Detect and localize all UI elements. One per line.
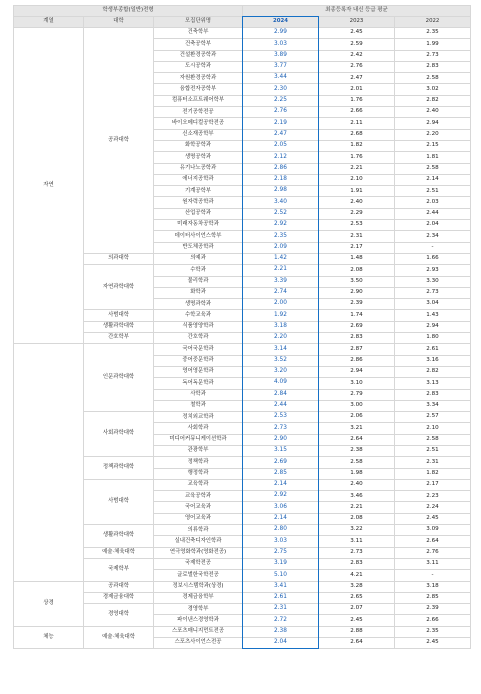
cell-2024: 2.18 [243, 174, 319, 185]
cell-2022: 2.73 [395, 50, 471, 61]
cell-2024: 2.92 [243, 220, 319, 231]
table-row [14, 626, 471, 637]
cell-2023: 4.21 [319, 570, 395, 581]
cell-2022: 1.81 [395, 152, 471, 163]
header-group-title: 학생부종합(일반)전형 [14, 6, 243, 17]
cell-unit: 스포츠매니지먼트전공 [154, 626, 243, 637]
cell-college: 의과대학 [84, 253, 154, 264]
table-row [14, 344, 471, 355]
cell-2023: 2.39 [319, 299, 395, 310]
cell-2024: 2.31 [243, 604, 319, 615]
cell-unit: 간호학과 [154, 333, 243, 344]
cell-2024: 2.74 [243, 287, 319, 298]
cell-2022: 2.58 [395, 434, 471, 445]
cell-unit: 행정학과 [154, 468, 243, 479]
cell-2022: 2.03 [395, 197, 471, 208]
cell-2024: 2.73 [243, 423, 319, 434]
cell-2024: 2.20 [243, 333, 319, 344]
cell-college: 공과대학 [84, 28, 154, 254]
cell-2024: 2.14 [243, 513, 319, 524]
cell-2023: 3.11 [319, 536, 395, 547]
cell-unit: 화학과 [154, 287, 243, 298]
cell-2022: 2.39 [395, 604, 471, 615]
cell-2024: 3.52 [243, 355, 319, 366]
cell-2023: 2.86 [319, 355, 395, 366]
cell-2024: 2.61 [243, 592, 319, 603]
cell-2024: 3.14 [243, 344, 319, 355]
cell-2024: 1.42 [243, 253, 319, 264]
cell-2023: 2.87 [319, 344, 395, 355]
cell-2022: 2.57 [395, 412, 471, 423]
cell-2024: 3.06 [243, 502, 319, 513]
cell-2024: 3.15 [243, 445, 319, 456]
cell-unit: 수학과 [154, 265, 243, 276]
cell-2024: 2.04 [243, 638, 319, 649]
cell-2023: 2.21 [319, 163, 395, 174]
cell-unit: 관광학부 [154, 445, 243, 456]
cell-2022: 2.44 [395, 208, 471, 219]
cell-college: 인문과학대학 [84, 344, 154, 412]
cell-2024: 2.14 [243, 479, 319, 490]
cell-2023: 2.83 [319, 558, 395, 569]
cell-2023: 2.29 [319, 208, 395, 219]
cell-2022: 1.82 [395, 468, 471, 479]
cell-2022: 2.82 [395, 366, 471, 377]
cell-unit: 철학과 [154, 400, 243, 411]
cell-unit: 유기나노공학과 [154, 163, 243, 174]
cell-2024: 3.77 [243, 61, 319, 72]
cell-unit: 의류학과 [154, 525, 243, 536]
cell-2022: 3.13 [395, 378, 471, 389]
cell-2022: 2.10 [395, 423, 471, 434]
cell-2024: 3.03 [243, 536, 319, 547]
cell-2023: 1.76 [319, 95, 395, 106]
cell-2023: 2.21 [319, 502, 395, 513]
cell-unit: 의예과 [154, 253, 243, 264]
cell-unit: 중어중문학과 [154, 355, 243, 366]
cell-college: 정책과학대학 [84, 457, 154, 480]
cell-2024: 3.03 [243, 39, 319, 50]
cell-college: 사범대학 [84, 310, 154, 321]
cell-2024: 2.05 [243, 140, 319, 151]
cell-2024: 3.40 [243, 197, 319, 208]
cell-unit: 연극영화학과(영화전공) [154, 547, 243, 558]
cell-unit: 사회학과 [154, 423, 243, 434]
cell-2023: 3.22 [319, 525, 395, 536]
cell-unit: 건축학부 [154, 28, 243, 39]
cell-2022: 2.82 [395, 95, 471, 106]
cell-unit: 도시공학과 [154, 61, 243, 72]
header-year-2022: 2022 [395, 17, 471, 28]
cell-2023: 2.68 [319, 129, 395, 140]
cell-2024: 2.19 [243, 118, 319, 129]
cell-2023: 2.83 [319, 333, 395, 344]
cell-2022: 2.85 [395, 592, 471, 603]
cell-2024: 2.85 [243, 468, 319, 479]
cell-2023: 3.00 [319, 400, 395, 411]
cell-2023: 2.31 [319, 231, 395, 242]
cell-2023: 3.50 [319, 276, 395, 287]
cell-2022: 2.17 [395, 479, 471, 490]
cell-unit: 산업공학과 [154, 208, 243, 219]
cell-2022: 2.76 [395, 547, 471, 558]
cell-unit: 정책학과 [154, 457, 243, 468]
cell-2023: 2.59 [319, 39, 395, 50]
cell-2022: 2.14 [395, 174, 471, 185]
cell-2024: 2.53 [243, 412, 319, 423]
cell-college: 생활과학대학 [84, 525, 154, 548]
cell-unit: 사학과 [154, 389, 243, 400]
cell-2024: 2.76 [243, 107, 319, 118]
cell-unit: 물리학과 [154, 276, 243, 287]
grade-table [13, 5, 471, 649]
cell-2023: 2.45 [319, 615, 395, 626]
cell-unit: 반도체공학과 [154, 242, 243, 253]
cell-2022: 3.18 [395, 581, 471, 592]
cell-2022: 2.23 [395, 491, 471, 502]
cell-2023: 2.40 [319, 479, 395, 490]
cell-2023: 1.48 [319, 253, 395, 264]
cell-2023: 2.17 [319, 242, 395, 253]
cell-unit: 컴퓨터소프트웨어학부 [154, 95, 243, 106]
cell-2023: 2.47 [319, 73, 395, 84]
cell-college: 공과대학 [84, 581, 154, 592]
cell-college: 예술·체육대학 [84, 626, 154, 649]
cell-2024: 2.21 [243, 265, 319, 276]
cell-2022: 1.66 [395, 253, 471, 264]
cell-2024: 2.09 [243, 242, 319, 253]
cell-2024: 2.38 [243, 626, 319, 637]
cell-2023: 2.40 [319, 197, 395, 208]
cell-unit: 생명과학과 [154, 299, 243, 310]
cell-2024: 2.69 [243, 457, 319, 468]
cell-unit: 바이오메디컬공학전공 [154, 118, 243, 129]
cell-unit: 원자력공학과 [154, 197, 243, 208]
cell-unit: 정치외교학과 [154, 412, 243, 423]
cell-2024: 2.00 [243, 299, 319, 310]
cell-2024: 3.89 [243, 50, 319, 61]
cell-unit: 화학공학과 [154, 140, 243, 151]
cell-2022: 2.04 [395, 220, 471, 231]
cell-2022: 2.35 [395, 626, 471, 637]
cell-2022: 3.04 [395, 299, 471, 310]
cell-2023: 2.08 [319, 513, 395, 524]
cell-2024: 2.98 [243, 186, 319, 197]
cell-unit: 융합전자공학부 [154, 84, 243, 95]
cell-2022: 2.83 [395, 61, 471, 72]
cell-2024: 3.39 [243, 276, 319, 287]
cell-2022: 2.94 [395, 321, 471, 332]
cell-2022: 2.93 [395, 265, 471, 276]
cell-college: 경제금융대학 [84, 592, 154, 603]
cell-unit: 건축공학부 [154, 39, 243, 50]
cell-2023: 2.07 [319, 604, 395, 615]
cell-2023: 3.46 [319, 491, 395, 502]
cell-college: 경영대학 [84, 604, 154, 627]
cell-unit: 식품영양학과 [154, 321, 243, 332]
cell-2022: 2.40 [395, 107, 471, 118]
cell-2023: 1.76 [319, 152, 395, 163]
cell-2022: 1.80 [395, 333, 471, 344]
table-body [14, 28, 471, 649]
cell-2024: 2.12 [243, 152, 319, 163]
header-unit: 모집단위명 [154, 17, 243, 28]
cell-2023: 1.74 [319, 310, 395, 321]
cell-2022: 3.30 [395, 276, 471, 287]
cell-2022: 3.02 [395, 84, 471, 95]
cell-2023: 2.58 [319, 457, 395, 468]
cell-unit: 자원환경공학과 [154, 73, 243, 84]
cell-unit: 국어교육과 [154, 502, 243, 513]
cell-2024: 2.80 [243, 525, 319, 536]
cell-2023: 2.76 [319, 61, 395, 72]
header-college: 대학 [84, 17, 154, 28]
cell-2024: 2.75 [243, 547, 319, 558]
cell-2022: 1.99 [395, 39, 471, 50]
cell-2024: 3.44 [243, 73, 319, 84]
cell-2024: 2.30 [243, 84, 319, 95]
cell-2022: 2.58 [395, 163, 471, 174]
cell-2023: 2.65 [319, 592, 395, 603]
cell-2024: 5.10 [243, 570, 319, 581]
cell-2022: 3.34 [395, 400, 471, 411]
cell-2024: 3.19 [243, 558, 319, 569]
cell-2023: 2.53 [319, 220, 395, 231]
cell-college: 간호학부 [84, 333, 154, 344]
cell-2023: 2.73 [319, 547, 395, 558]
cell-2022: 2.45 [395, 638, 471, 649]
cell-2022: 2.51 [395, 445, 471, 456]
cell-2023: 2.79 [319, 389, 395, 400]
cell-unit: 정보시스템학과(상경) [154, 581, 243, 592]
cell-2023: 2.01 [319, 84, 395, 95]
cell-2023: 2.11 [319, 118, 395, 129]
cell-unit: 미래자동차공학과 [154, 220, 243, 231]
cell-2023: 1.98 [319, 468, 395, 479]
cell-2024: 2.72 [243, 615, 319, 626]
cell-college: 생활과학대학 [84, 321, 154, 332]
table-row [14, 581, 471, 592]
cell-2022: 2.64 [395, 536, 471, 547]
cell-unit: 건설환경공학과 [154, 50, 243, 61]
cell-2022: 1.43 [395, 310, 471, 321]
cell-field: 체능 [14, 626, 84, 649]
cell-field [14, 344, 84, 581]
cell-2022: 2.66 [395, 615, 471, 626]
cell-2023: 2.88 [319, 626, 395, 637]
cell-field: 상경 [14, 581, 84, 626]
cell-2022: 2.58 [395, 73, 471, 84]
cell-unit: 영어영문학과 [154, 366, 243, 377]
cell-2024: 3.41 [243, 581, 319, 592]
cell-unit: 수학교육과 [154, 310, 243, 321]
cell-2023: 2.64 [319, 638, 395, 649]
cell-2022: 2.34 [395, 231, 471, 242]
cell-unit: 경영학부 [154, 604, 243, 615]
cell-2022: 2.94 [395, 118, 471, 129]
cell-2023: 2.10 [319, 174, 395, 185]
cell-2022: 3.16 [395, 355, 471, 366]
cell-unit: 미디어커뮤니케이션학과 [154, 434, 243, 445]
cell-unit: 교육공학과 [154, 491, 243, 502]
cell-2022: 2.15 [395, 140, 471, 151]
cell-2022: 2.51 [395, 186, 471, 197]
cell-college: 사범대학 [84, 479, 154, 524]
cell-2024: 2.44 [243, 400, 319, 411]
cell-unit: 파이낸스경영학과 [154, 615, 243, 626]
cell-2024: 2.84 [243, 389, 319, 400]
cell-unit: 국어국문학과 [154, 344, 243, 355]
cell-2022: 2.20 [395, 129, 471, 140]
cell-2023: 2.45 [319, 28, 395, 39]
cell-unit: 에너지공학과 [154, 174, 243, 185]
cell-2023: 2.69 [319, 321, 395, 332]
cell-2023: 2.06 [319, 412, 395, 423]
cell-2024: 1.92 [243, 310, 319, 321]
cell-2022: 2.31 [395, 457, 471, 468]
cell-2023: 3.21 [319, 423, 395, 434]
cell-2023: 3.28 [319, 581, 395, 592]
cell-2024: 3.20 [243, 366, 319, 377]
cell-unit: 기계공학부 [154, 186, 243, 197]
cell-college: 예술·체육대학 [84, 547, 154, 558]
cell-college: 사회과학대학 [84, 412, 154, 457]
cell-unit: 데이터사이언스학부 [154, 231, 243, 242]
cell-2024: 3.18 [243, 321, 319, 332]
cell-2023: 1.91 [319, 186, 395, 197]
cell-2023: 2.08 [319, 265, 395, 276]
cell-unit: 생명공학과 [154, 152, 243, 163]
cell-2024: 2.86 [243, 163, 319, 174]
cell-unit: 교육학과 [154, 479, 243, 490]
cell-2024: 2.90 [243, 434, 319, 445]
cell-2022: 2.45 [395, 513, 471, 524]
cell-2022: 2.61 [395, 344, 471, 355]
cell-2024: 2.47 [243, 129, 319, 140]
cell-2023: 2.94 [319, 366, 395, 377]
table-row [14, 28, 471, 39]
header-year-2024: 2024 [243, 17, 319, 28]
header-year-2023: 2023 [319, 17, 395, 28]
cell-2022: 2.73 [395, 287, 471, 298]
cell-2023: 2.66 [319, 107, 395, 118]
header-field: 계열 [14, 17, 84, 28]
cell-2023: 2.38 [319, 445, 395, 456]
cell-2022: 3.11 [395, 558, 471, 569]
cell-2022: - [395, 570, 471, 581]
cell-unit: 신소재공학부 [154, 129, 243, 140]
header-stat-title: 최종등록자 내신 등급 평균 [243, 6, 471, 17]
cell-2024: 2.35 [243, 231, 319, 242]
cell-field: 자연 [14, 28, 84, 344]
cell-unit: 실내건축디자인학과 [154, 536, 243, 547]
cell-2022: - [395, 242, 471, 253]
cell-2023: 2.64 [319, 434, 395, 445]
cell-unit: 전기공학전공 [154, 107, 243, 118]
cell-unit: 국제학전공 [154, 558, 243, 569]
cell-2022: 3.09 [395, 525, 471, 536]
cell-2024: 2.99 [243, 28, 319, 39]
cell-2024: 2.25 [243, 95, 319, 106]
cell-2024: 2.92 [243, 491, 319, 502]
cell-unit: 스포츠사이언스전공 [154, 638, 243, 649]
cell-2022: 2.35 [395, 28, 471, 39]
cell-college: 자연과학대학 [84, 265, 154, 310]
cell-unit: 영어교육과 [154, 513, 243, 524]
cell-unit: 글로벌한국학전공 [154, 570, 243, 581]
cell-2024: 2.52 [243, 208, 319, 219]
cell-college: 국제학부 [84, 558, 154, 581]
cell-2023: 2.90 [319, 287, 395, 298]
cell-2023: 2.42 [319, 50, 395, 61]
cell-unit: 독어독문학과 [154, 378, 243, 389]
cell-2022: 2.83 [395, 389, 471, 400]
cell-2023: 1.82 [319, 140, 395, 151]
cell-2024: 4.09 [243, 378, 319, 389]
cell-2023: 3.10 [319, 378, 395, 389]
cell-unit: 경제금융학부 [154, 592, 243, 603]
cell-2022: 2.24 [395, 502, 471, 513]
